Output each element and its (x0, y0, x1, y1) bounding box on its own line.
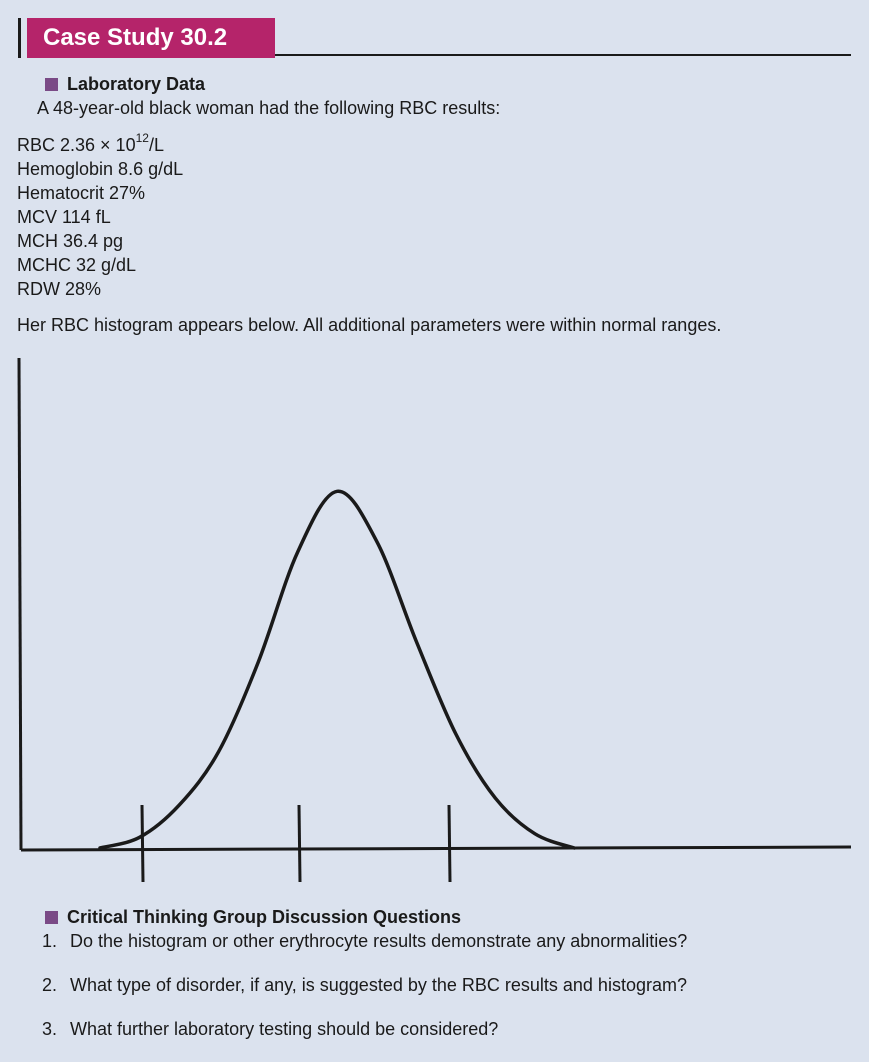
result-hematocrit: Hematocrit 27% (17, 183, 146, 203)
result-mchc: MCHC 32 g/dL (17, 255, 137, 275)
laboratory-data-heading (45, 73, 205, 95)
x-axis-tick (299, 805, 300, 882)
questions-list (42, 930, 687, 1062)
histogram-curve (100, 491, 574, 848)
rbc-histogram (0, 350, 869, 890)
question-item: 2. What type of disorder, if any, is suggested by the RBC results and histogram? (42, 975, 687, 995)
result-mch: MCH 36.4 pg (17, 231, 124, 251)
histogram-note: Her RBC histogram appears below. All additional parameters were within normal ranges. (17, 315, 722, 335)
case-study-header (18, 18, 851, 58)
header-left-rule (18, 18, 21, 58)
laboratory-data-heading-text: Laboratory Data (67, 74, 206, 94)
square-bullet-icon (45, 78, 58, 91)
y-axis (19, 358, 21, 850)
question-item: 3. What further laboratory testing should be considered? (42, 1019, 499, 1039)
x-axis-tick (142, 805, 143, 882)
case-intro: A 48-year-old black woman had the following RBC results: (37, 98, 501, 118)
questions-heading (45, 906, 461, 928)
result-mcv: MCV 114 fL (17, 207, 111, 227)
question-item: 1. Do the histogram or other erythrocyte results demonstrate any abnormalities? (42, 931, 688, 951)
rbc-results-list (17, 133, 183, 301)
result-rbc: RBC $2.36 \times 10^{12}/L$ (17, 131, 164, 155)
x-axis (21, 847, 851, 850)
result-rdw: RDW 28% (17, 279, 102, 299)
result-hemoglobin: Hemoglobin 8.6 g/dL (17, 159, 184, 179)
header-rule (275, 54, 851, 56)
square-bullet-icon (45, 911, 58, 924)
x-axis-tick (449, 805, 450, 882)
questions-heading-text: Critical Thinking Group Discussion Questions (67, 907, 462, 927)
case-study-title: Case Study 30.2 (27, 18, 275, 58)
